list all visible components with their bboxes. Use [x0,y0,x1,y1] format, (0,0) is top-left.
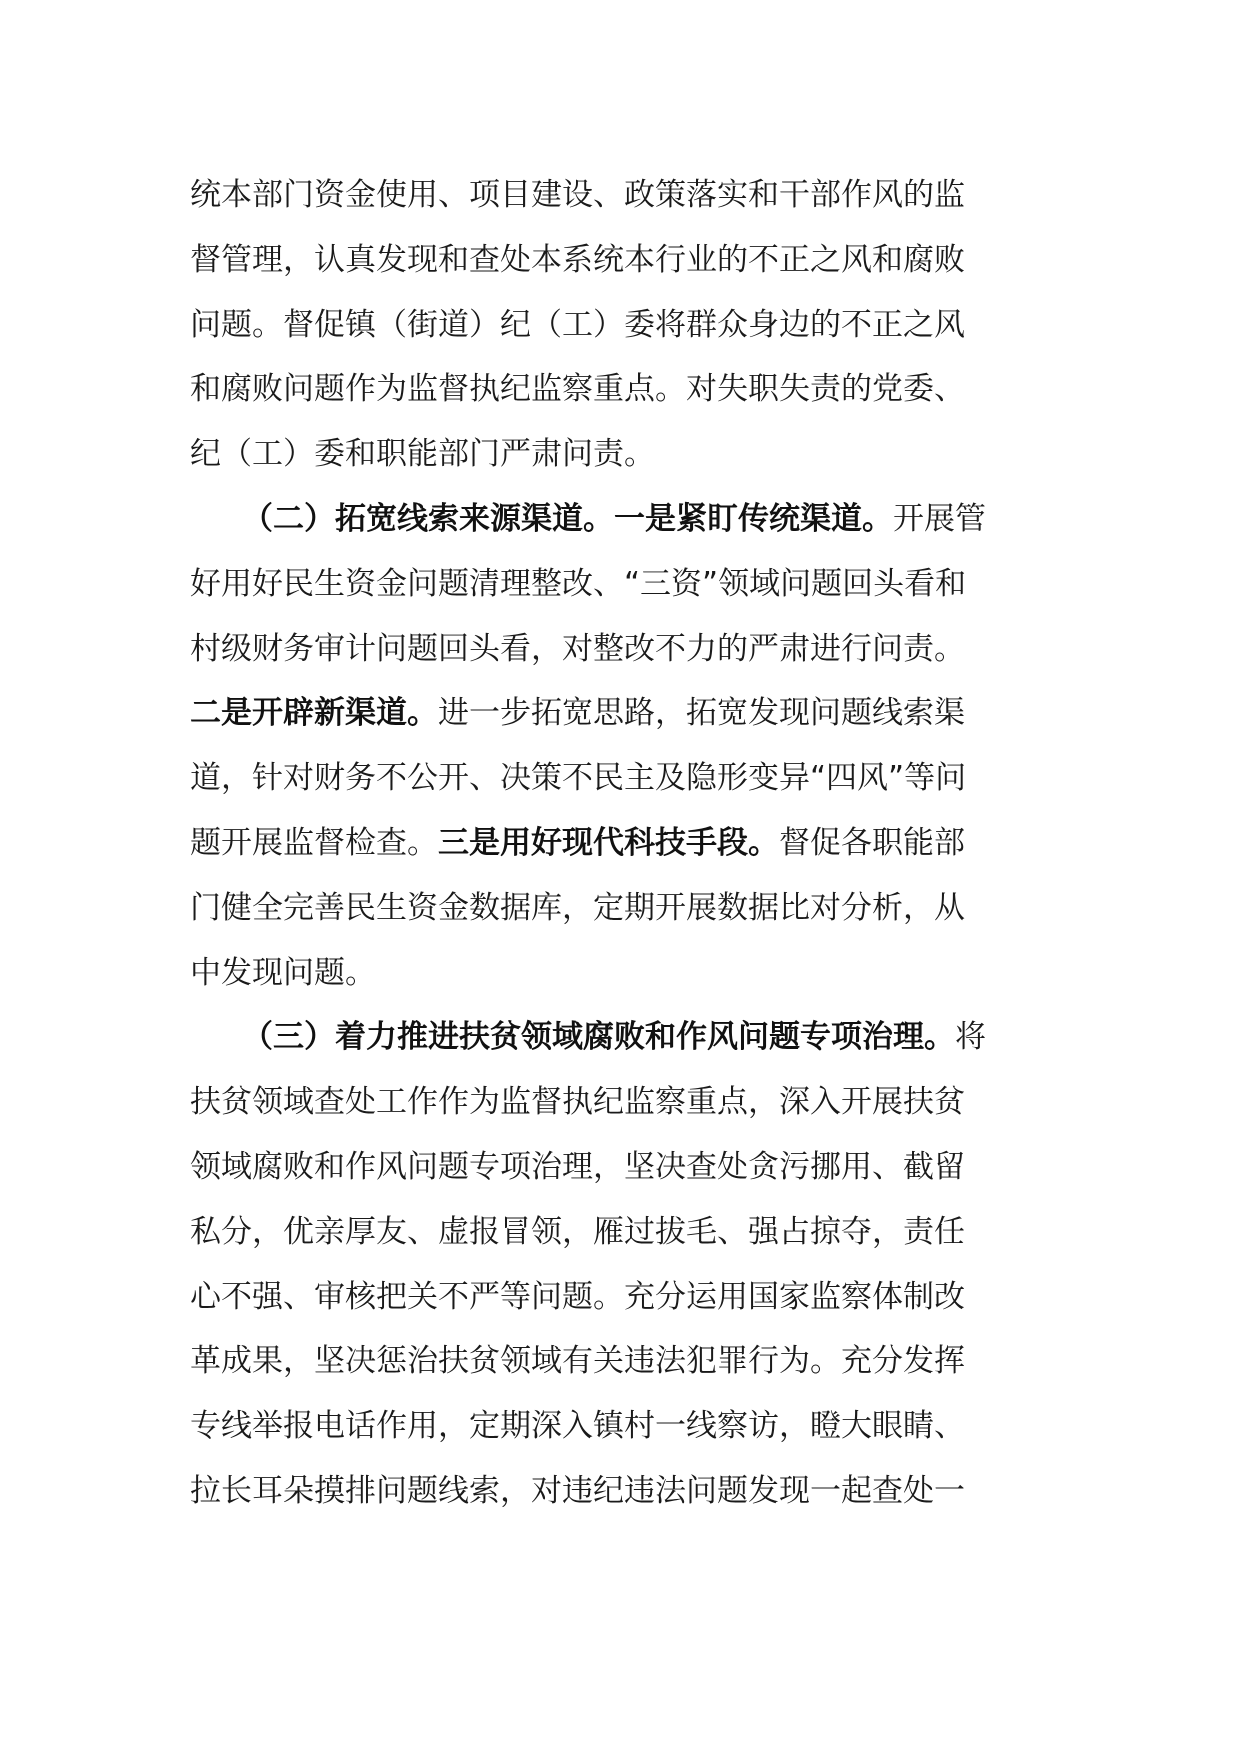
text-line [190,941,1050,1006]
text-run: 革成果，坚决惩治扶贫领域有关违法犯罪行为。充分发挥 [190,1343,965,1380]
bold-text-run: （三）着力推进扶贫领域腐败和作风问题专项治理。 [242,1019,955,1056]
text-run: 扶贫领域查处工作作为监督执纪监察重点，深入开展扶贫 [190,1084,965,1121]
text-line [190,357,1050,422]
text-line [190,487,1050,552]
bold-text-run: （二）拓宽线索来源渠道。一是紧盯传统渠道。 [242,500,893,537]
text-run: 道，针对财务不公开、决策不民主及隐形变异“四风”等问 [190,760,967,797]
text-line [190,746,1050,811]
text-line [190,876,1050,941]
text-run: 好用好民生资金问题清理整改、“三资”领域问题回头看和 [190,565,967,602]
text-run: 拉长耳朵摸排问题线索，对违纪违法问题发现一起查处一 [190,1472,965,1509]
text-run: 督管理，认真发现和查处本系统本行业的不正之风和腐败 [190,241,965,278]
text-line [190,1005,1050,1070]
text-line [190,228,1050,293]
text-line [190,811,1050,876]
text-run: 将 [955,1019,986,1056]
text-line [190,1329,1050,1394]
document-body [190,163,1050,1524]
text-run: 领域腐败和作风问题专项治理，坚决查处贪污挪用、截留 [190,1148,965,1185]
text-run: 问题。督促镇（街道）纪（工）委将群众身边的不正之风 [190,306,965,343]
text-line [190,1265,1050,1330]
text-line [190,681,1050,746]
text-line [190,293,1050,358]
text-run: 和腐败问题作为监督执纪监察重点。对失职失责的党委、 [190,371,965,408]
text-line [190,1135,1050,1200]
text-run: 中发现问题。 [190,954,376,991]
text-run: 门健全完善民生资金数据库，定期开展数据比对分析，从 [190,889,965,926]
text-line [190,617,1050,682]
bold-text-run: 二是开辟新渠道。 [190,695,438,732]
text-run: 村级财务审计问题回头看，对整改不力的严肃进行问责。 [190,630,965,667]
text-run: 纪（工）委和职能部门严肃问责。 [190,436,655,473]
text-line [190,1200,1050,1265]
text-run: 心不强、审核把关不严等问题。充分运用国家监察体制改 [190,1278,965,1315]
text-run: 开展管 [893,500,986,537]
text-run: 专线举报电话作用，定期深入镇村一线察访，瞪大眼睛、 [190,1408,965,1445]
text-line [190,1459,1050,1524]
text-line [190,1394,1050,1459]
text-run: 私分，优亲厚友、虚报冒领，雁过拔毛、强占掠夺，责任 [190,1213,965,1250]
text-run: 统本部门资金使用、项目建设、政策落实和干部作风的监 [190,177,965,213]
text-line [190,552,1050,617]
text-run: 进一步拓宽思路，拓宽发现问题线索渠 [438,695,965,732]
bold-text-run: 三是用好现代科技手段。 [438,824,779,861]
text-line [190,163,1050,228]
text-run: 题开展监督检查。 [190,824,438,861]
text-line [190,1070,1050,1135]
text-line [190,422,1050,487]
text-run: 督促各职能部 [779,824,965,861]
